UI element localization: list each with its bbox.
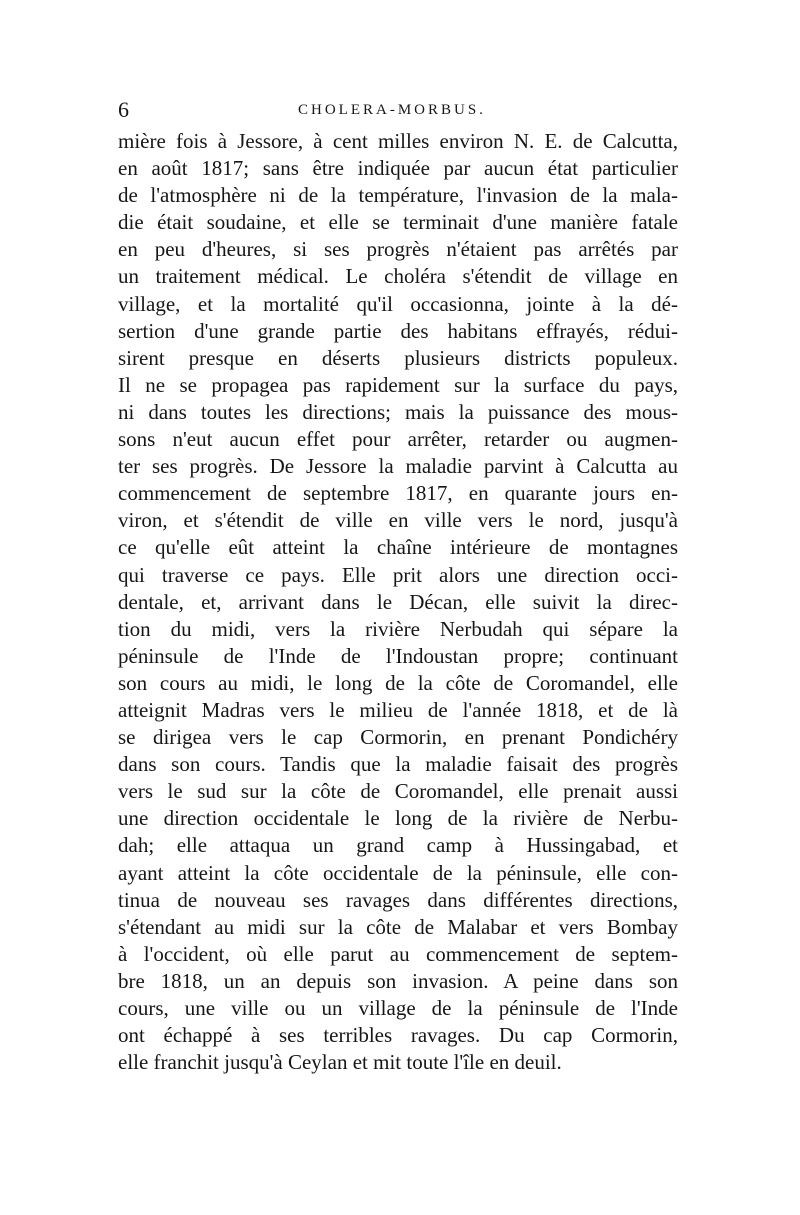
text-line: die était soudaine, et elle se terminait d'une manière fatale: [118, 210, 678, 235]
text-line: tion du midi, vers la rivière Nerbudah qui sépare la: [118, 616, 678, 641]
text-line: péninsule de l'Inde de l'Indoustan propre; continuant: [118, 643, 678, 668]
text-line: tinua de nouveau ses ravages dans différentes directions,: [118, 887, 678, 912]
text-line: atteignit Madras vers le milieu de l'année 1818, et de là: [118, 697, 678, 722]
text-line: qui traverse ce pays. Elle prit alors une direction occi-: [118, 562, 678, 587]
text-line: viron, et s'étendit de ville en ville vers le nord, jusqu'à: [118, 508, 678, 533]
text-line: mière fois à Jessore, à cent milles environ N. E. de Calcutta,: [118, 129, 678, 153]
text-line: ont échappé à ses terribles ravages. Du cap Cormorin,: [118, 1023, 678, 1048]
text-line: vers le sud sur la côte de Coromandel, elle prenait aussi: [118, 779, 678, 804]
text-line: un traitement médical. Le choléra s'étendit de village en: [118, 264, 678, 289]
text-line: dentale, et, arrivant dans le Décan, elle suivit la direc-: [118, 589, 678, 614]
text-line: commencement de septembre 1817, en quarante jours en-: [118, 481, 678, 506]
text-line: de l'atmosphère ni de la température, l'invasion de la mala-: [118, 183, 678, 208]
body-text: [118, 128, 678, 1076]
text-line: ce qu'elle eût atteint la chaîne intérieure de montagnes: [118, 535, 678, 560]
text-line: ter ses progrès. De Jessore la maladie parvint à Calcutta au: [118, 454, 678, 479]
text-line: en peu d'heures, si ses progrès n'étaient pas arrêtés par: [118, 237, 678, 262]
text-line: Il ne se propagea pas rapidement sur la surface du pays,: [118, 372, 678, 397]
text-line: se dirigea vers le cap Cormorin, en prenant Pondichéry: [118, 725, 678, 750]
text-line: sons n'eut aucun effet pour arrêter, retarder ou augmen-: [118, 427, 678, 452]
text-line: son cours au midi, le long de la côte de Coromandel, elle: [118, 670, 678, 695]
running-title: CHOLERA-MORBUS.: [298, 102, 486, 118]
text-line: s'étendant au midi sur la côte de Malabar et vers Bombay: [118, 914, 678, 939]
text-line: une direction occidentale le long de la rivière de Nerbu-: [118, 806, 678, 831]
text-line: dah; elle attaqua un grand camp à Hussingabad, et: [118, 833, 678, 858]
page-header: [118, 96, 678, 126]
text-line: cours, une ville ou un village de la péninsule de l'Inde: [118, 996, 678, 1020]
text-line: à l'occident, où elle parut au commencement de septem-: [118, 941, 678, 966]
text-line: sirent presque en déserts plusieurs districts populeux.: [118, 345, 678, 370]
text-line: bre 1818, un an depuis son invasion. A peine dans son: [118, 968, 678, 993]
text-line: elle franchit jusqu'à Ceylan et mit toute l'île en deuil.: [118, 1050, 562, 1075]
page-number: 6: [118, 97, 129, 122]
text-line: sertion d'une grande partie des habitans effrayés, rédui-: [118, 318, 678, 343]
text-line: ni dans toutes les directions; mais la puissance des mous-: [118, 399, 678, 424]
text-line: village, et la mortalité qu'il occasionna, jointe à la dé-: [118, 291, 678, 316]
text-line: en août 1817; sans être indiquée par aucun état particulier: [118, 156, 678, 181]
text-line: ayant atteint la côte occidentale de la péninsule, elle con-: [118, 860, 678, 885]
text-line: dans son cours. Tandis que la maladie faisait des progrès: [118, 752, 678, 777]
